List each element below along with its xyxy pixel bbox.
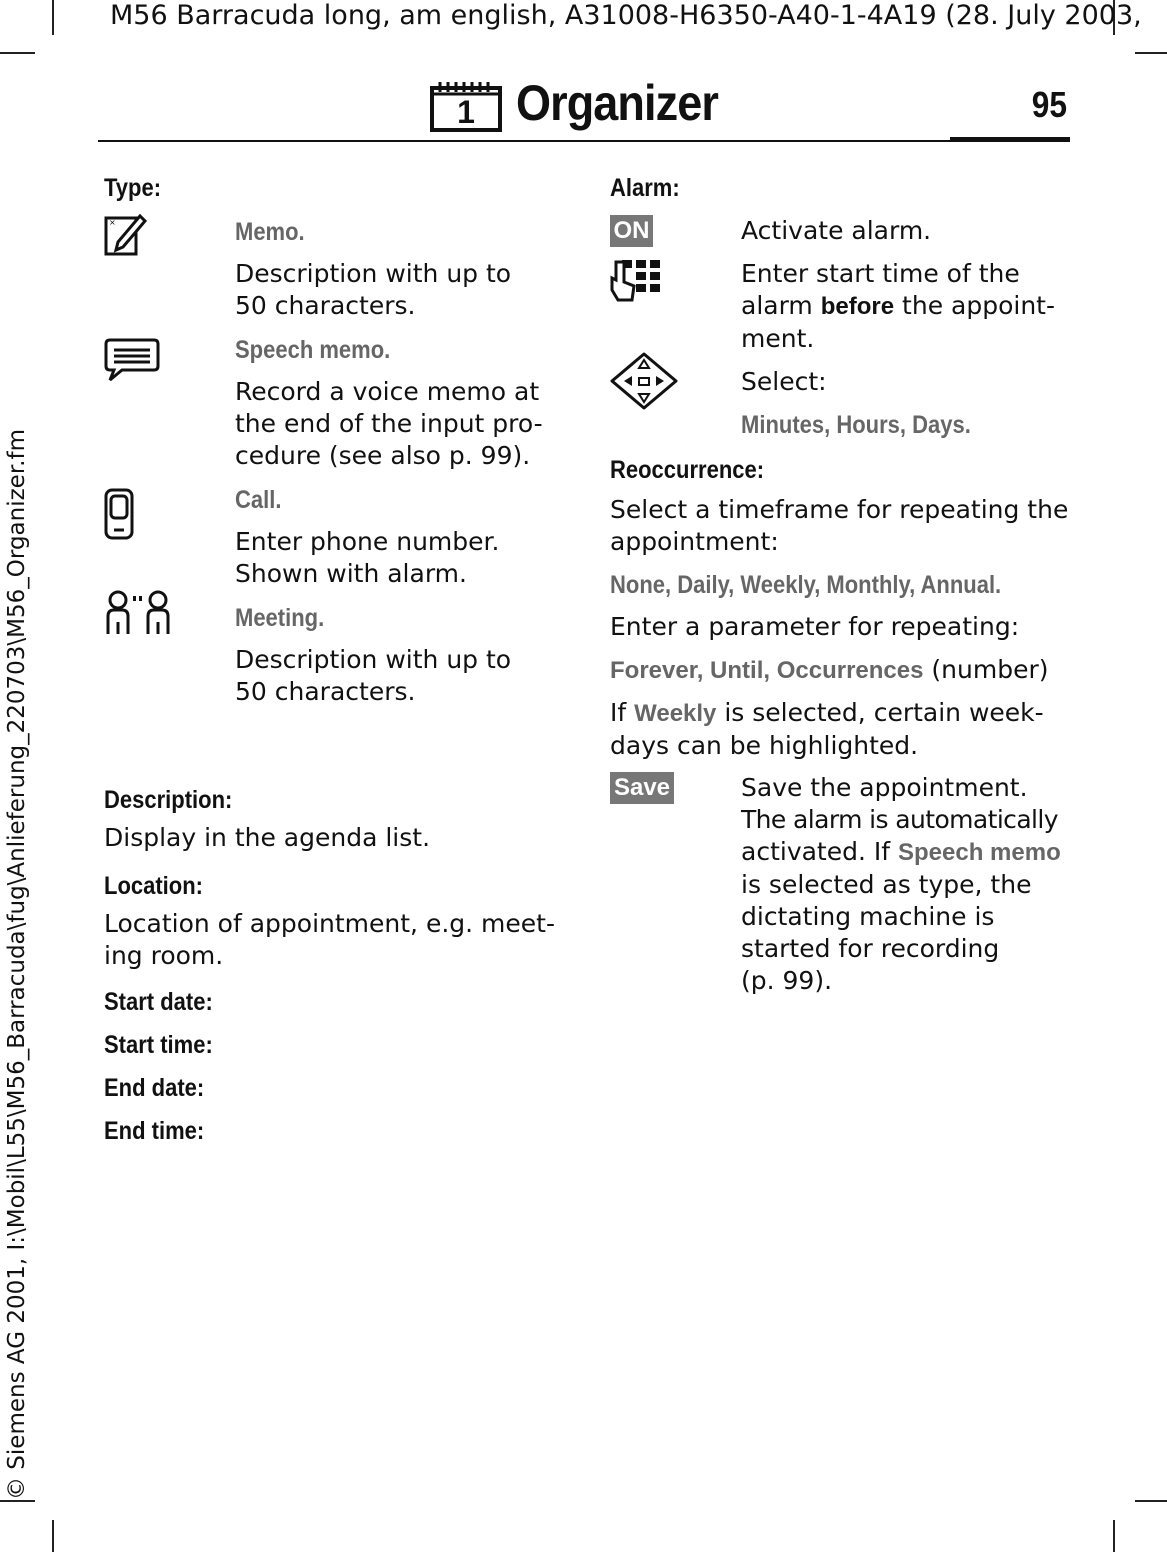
text-line: Select a timeframe for repeating the [610,495,1069,524]
text-line: dictating machine is [741,902,995,931]
end-date-heading: End date: [104,1074,205,1102]
description-heading: Description: [104,786,233,814]
text-span: the appoint- [894,291,1055,320]
activate-alarm-text: Activate alarm. [741,216,932,245]
alarm-heading: Alarm: [610,174,680,202]
text-span: (number) [923,655,1049,684]
page-number: 95 [1031,84,1067,125]
reoccurrence-options: None, Daily, Weekly, Monthly, Annual. [610,571,1002,599]
text-line [610,697,1044,730]
type-speech-memo-desc [235,376,543,472]
save-softkey: Save [610,772,674,804]
text-line: Save the appointment. [741,773,1028,802]
calendar-icon [430,80,502,132]
parameter-text: Enter a parameter for repeating: [610,612,1020,641]
text-span: alarm [741,291,821,320]
text-span: If [610,698,635,727]
type-speech-memo-name: Speech memo. [235,336,391,364]
enter-start-time-text [741,258,1055,355]
text-line: Description with up to [235,259,512,288]
text-line: Enter phone number. [235,527,500,556]
crop-mark [0,1500,35,1502]
text-line: ing room. [104,941,224,970]
text-line: Location of appointment, e.g. meet- [104,909,555,938]
crop-mark [1113,1520,1115,1552]
type-call-name: Call. [235,486,282,514]
crop-mark [0,52,35,54]
text-span: is selected, certain week- [716,698,1044,727]
text-line [741,836,1071,869]
text-line: started for recording [741,934,1000,963]
reoccurrence-text [610,494,1068,558]
select-text: Select: [741,367,827,396]
type-call-desc [235,526,499,590]
keypad-hand-icon [610,258,664,304]
text-line: 50 characters. [235,677,416,706]
type-memo-name: Memo. [235,218,305,246]
save-description [741,772,1071,997]
location-text [104,908,555,972]
type-heading: Type: [104,174,162,202]
chapter-title: Organizer [516,75,718,131]
description-text: Display in the agenda list. [104,823,431,852]
emphasis-text: before [820,293,895,320]
text-span: activated. If [741,837,898,866]
end-time-heading: End time: [104,1117,205,1145]
speech-bubble-icon [104,338,160,384]
crop-mark [52,1520,54,1552]
start-date-heading: Start date: [104,988,213,1016]
alarm-unit-options: Minutes, Hours, Days. [741,411,971,439]
memo-pencil-icon [104,212,146,258]
text-line: Description with up to [235,645,512,674]
text-line: the end of the input pro- [235,409,543,438]
crop-mark [52,0,54,35]
header-rule [98,140,950,142]
meeting-people-icon [104,588,172,636]
navigation-key-icon [610,352,678,410]
type-meeting-name: Meeting. [235,604,325,632]
text-line: appointment: [610,527,779,556]
text-line: (p. 99). [741,966,833,995]
reoccurrence-heading: Reoccurrence: [610,456,765,484]
text-line: 50 characters. [235,291,416,320]
speech-memo-option: Speech memo [898,839,1061,866]
on-softkey: ON [610,215,653,247]
text-line: is selected as type, the [741,870,1032,899]
text-line: ment. [741,324,815,353]
start-time-heading: Start time: [104,1031,213,1059]
crop-mark [1135,52,1167,54]
weekly-text [610,697,1044,762]
text-line: Shown with alarm. [235,559,467,588]
svg-text:×: × [109,218,116,227]
text-line: The alarm is automatically [741,805,1058,834]
text-line [741,290,1055,323]
weekly-option: Weekly [634,700,717,727]
crop-mark [1135,1500,1167,1502]
page-number-rule [950,137,1070,142]
parameter-options-line [610,654,1049,687]
file-path-note: © Siemens AG 2001, I:\Mobil\L55\M56_Barracuda\fug\Anlieferung_220703\M56_Organizer.fm [4,429,30,1500]
text-line: days can be highlighted. [610,731,919,760]
type-memo-desc [235,258,511,322]
running-head: M56 Barracuda long, am english, A31008-H6350-A40-1-4A19 (28. July 2003, [110,0,1142,31]
text-line: cedure (see also p. 99). [235,441,531,470]
text-line: Enter start time of the [741,259,1020,288]
calendar-icon-number: 1 [457,94,475,130]
location-heading: Location: [104,872,203,900]
type-meeting-desc [235,644,511,708]
phone-icon [104,488,134,540]
text-line: Record a voice memo at [235,377,540,406]
parameter-options: Forever, Until, Occurrences [610,657,924,684]
